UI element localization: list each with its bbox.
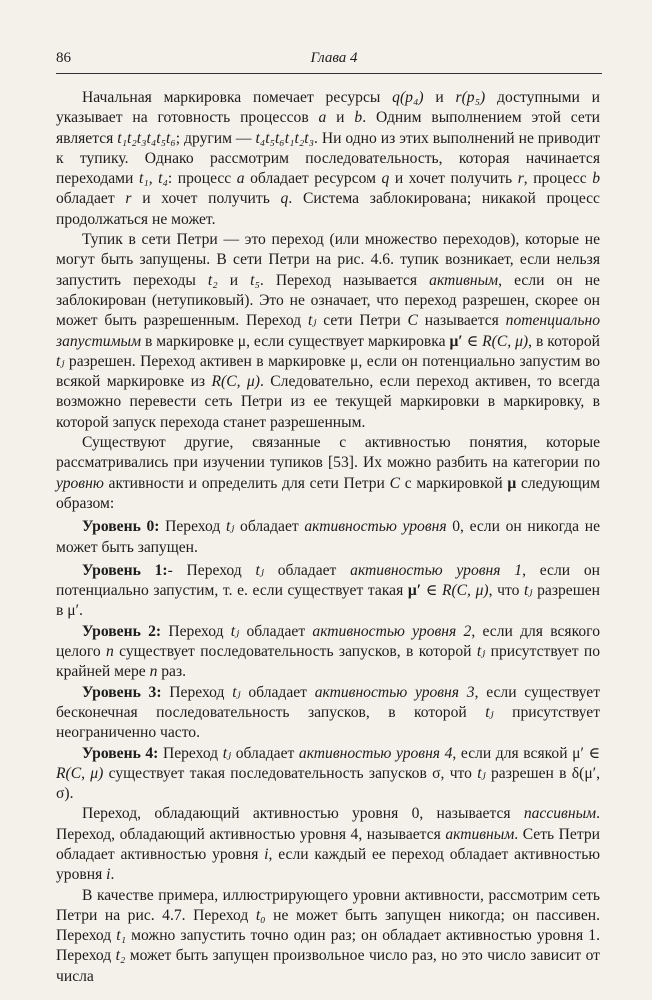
text-run: q [381,170,390,188]
text-run: обладает [263,561,351,579]
text-run: активностью уровня 3 [314,683,475,701]
text-run: tⱼ [225,518,235,536]
text-run: 0, если он никогда не может быть запущен. [56,518,601,556]
text-run: t₁t₂t₃t₄t₅t₆ [117,129,176,147]
text-run: q(p₄) [392,89,424,106]
text-run: активным [445,825,515,843]
text-run: μ′ [407,582,422,600]
text-run: R(C, μ) [482,332,529,350]
text-run: пассивным [523,805,597,823]
text-run: b [354,109,363,127]
text-run: r(p₅) [455,89,486,106]
text-run: tⱼ [222,744,232,762]
text-run: , если для всякой μ′ ∈ [452,744,600,762]
text-run: t₁ [116,927,127,945]
text-run: t₂ [115,947,126,965]
text-run: и [423,89,456,106]
text-run: R(C, μ) [211,373,260,391]
text-run: , в которой [528,332,600,350]
text-run: i [264,845,269,863]
text-run: присутствует по крайней мере [56,643,600,681]
text-run: . Сеть Петри обладает активностью уровня [56,825,601,863]
text-run: Переход [159,518,226,536]
text-run: обладает [231,744,299,762]
text-run: обладает [240,683,315,701]
text-run: . [110,866,115,884]
text-run: tⱼ [255,561,264,579]
text-run: r [517,170,524,188]
paragraph-1 [56,88,600,230]
text-run: Переход [161,622,231,640]
paragraph-example [56,886,600,987]
text-run: можно запустить точно один раз; он обладает активностью уровня 1. Переход [56,927,600,965]
text-run: μ′ [449,332,463,350]
text-run: tⱼ [485,703,494,721]
text-run: следующим образом: [56,474,600,512]
text-run: активным [429,271,499,289]
paragraph-2 [56,230,600,433]
liveness-level-1 [56,561,600,622]
text-run: уровню [56,474,104,492]
text-run: и [326,109,355,127]
liveness-level-4 [56,744,600,805]
text-run: μ [507,474,517,492]
text-run: ∈ [462,332,483,350]
text-run: , если он потенциально запустим, т. е. если существует такая [56,561,600,600]
text-run: R(C, μ) [56,764,104,782]
text-run: не может быть запущен никогда; он пассивен. Переход [56,906,600,945]
text-run: tⱼ [524,582,533,600]
text-run: tⱼ [476,643,486,661]
text-run: . Одним выполнением этой сети является [56,109,600,147]
text-run: t₀ [255,906,266,924]
text-run: , процесс [523,170,593,188]
text-run: b [592,170,600,188]
text-run: tⱼ [56,352,65,370]
text-run: tⱼ [477,764,486,782]
text-run: сети Петри [316,312,408,330]
text-run: tⱼ [230,622,240,640]
text-run: - Переход [167,561,256,579]
text-run: обладает [234,518,305,536]
text-run: Начальная маркировка помечает ресурсы [82,89,393,106]
text-run: t₂ [207,271,218,289]
text-run: , если для всякого целого [56,622,600,661]
text-run: . Переход называется [259,271,430,289]
text-run: a [236,170,245,188]
header-rule [56,73,602,74]
text-run: разрешен в μ′. [56,582,600,620]
text-run: a [318,109,327,127]
text-run: . Ни одно из этих выполнений не приводит к тупику. Однако рассмотрим последовательность, которая начинается переходами [56,129,600,188]
text-run: Переход [161,683,233,701]
text-run: присутствует неограниченно часто. [56,703,601,742]
text-run: обладает ресурсом [244,170,382,188]
text-run: C [389,474,401,492]
text-run: обладает [56,190,126,208]
text-run: активностью уровня 1 [350,561,523,579]
page-header [56,50,602,74]
text-run: . Переход, обладающий активностью уровня 4, называется [56,805,600,843]
text-run: . Следовательно, если переход активен, то всегда возможно перевести сеть Петри из ее текущей маркировки в маркировку, в которой запуск перехода станет разрешенным. [56,373,600,431]
text-run: n [149,663,158,681]
text-run: Уровень 2: [82,622,162,640]
chapter-title: Глава 4 [310,50,358,66]
text-run: t₅ [250,271,260,289]
text-run: с маркировкой [400,474,508,492]
text-run: разрешен в δ(μ′, σ). [56,764,600,803]
text-run: существует последовательность запусков, в которой [113,643,477,661]
text-run: , если существует бесконечная последовательность запусков, в которой [56,683,601,721]
paragraph-3 [56,433,600,514]
text-run: , что [488,582,525,600]
liveness-level-2 [56,622,600,683]
liveness-level-0 [56,517,600,558]
text-run: . Система заблокирована; никакой процесс продолжаться не может. [56,190,600,228]
text-run: потенциально запустимым [56,312,600,350]
text-run: Уровень 4: [82,744,159,762]
paragraph-passive-active [56,804,600,885]
text-run: tⱼ [232,683,241,701]
text-run: и хочет получить [131,190,281,208]
text-run: активностью уровня [304,518,447,536]
text-run: доступными и указывает на готовность процессов [56,89,600,127]
text-run: Переход [158,744,223,762]
text-run: и [217,271,251,289]
text-run: Уровень 0: [82,518,160,536]
text-run: активностью уровня 4 [298,744,453,762]
text-run: Тупик в сети Петри — это переход (или множество переходов), которые не могут быть запущены. В сети Петри на рис. 4.6. тупик возникает, если нельзя запустить переходы [56,231,600,289]
text-run: ∈ [421,582,442,600]
text-run: R(C, μ) [441,582,489,600]
text-run: Уровень 3: [82,683,162,701]
text-run: может быть запущен произвольное число раз, но это число зависит от числа [56,947,600,985]
text-run: и хочет получить [389,170,518,188]
text-run: Переход, обладающий активностью уровня 0, называется [82,805,524,823]
text-run: активностью уровня 2 [312,622,472,640]
text-run: t₁, t₄ [138,170,168,188]
page-number: 86 [56,50,71,66]
text-run: t₄t₅t₆t₁t₂t₃ [255,129,314,147]
text-run: : процесс [167,170,237,188]
text-run: активности и определить для сети Петри [103,474,390,492]
text-run: Уровень 1: [82,561,168,579]
text-run: C [407,312,418,330]
text-run: существует такая последовательность запусков σ, что [103,764,478,782]
text-run: раз. [157,663,187,681]
text-run: называется [417,312,506,330]
text-run: q [280,190,289,208]
text-run: в маркировке μ, если существует маркировка [141,332,450,350]
text-run: , если он не заблокирован (нетупиковый). Это не означает, что переход разрешен, скорее он может быть разрешенным. Переход [56,271,600,330]
text-run: i [106,866,111,884]
text-run: обладает [239,622,313,640]
text-run: ; другим — [175,129,256,147]
liveness-level-3 [56,683,600,744]
text-run: В качестве примера, иллюстрирующего уровни активности, рассмотрим сеть Петри на рис. 4.7. Переход [56,886,600,924]
text-run: разрешен. Переход активен в маркировке μ, если он потенциально запустим во всякой маркировке из [56,352,600,391]
text-run: r [125,190,132,208]
text-run: tⱼ [307,312,317,330]
text-run: Существуют другие, связанные с активностью понятия, которые рассматривались при изучении тупиков [53]. Их можно разбить на категории по [56,434,600,472]
text-run: n [106,643,114,661]
text-run: , если каждый ее переход обладает активностью уровня [56,845,600,884]
body-text [56,88,600,987]
